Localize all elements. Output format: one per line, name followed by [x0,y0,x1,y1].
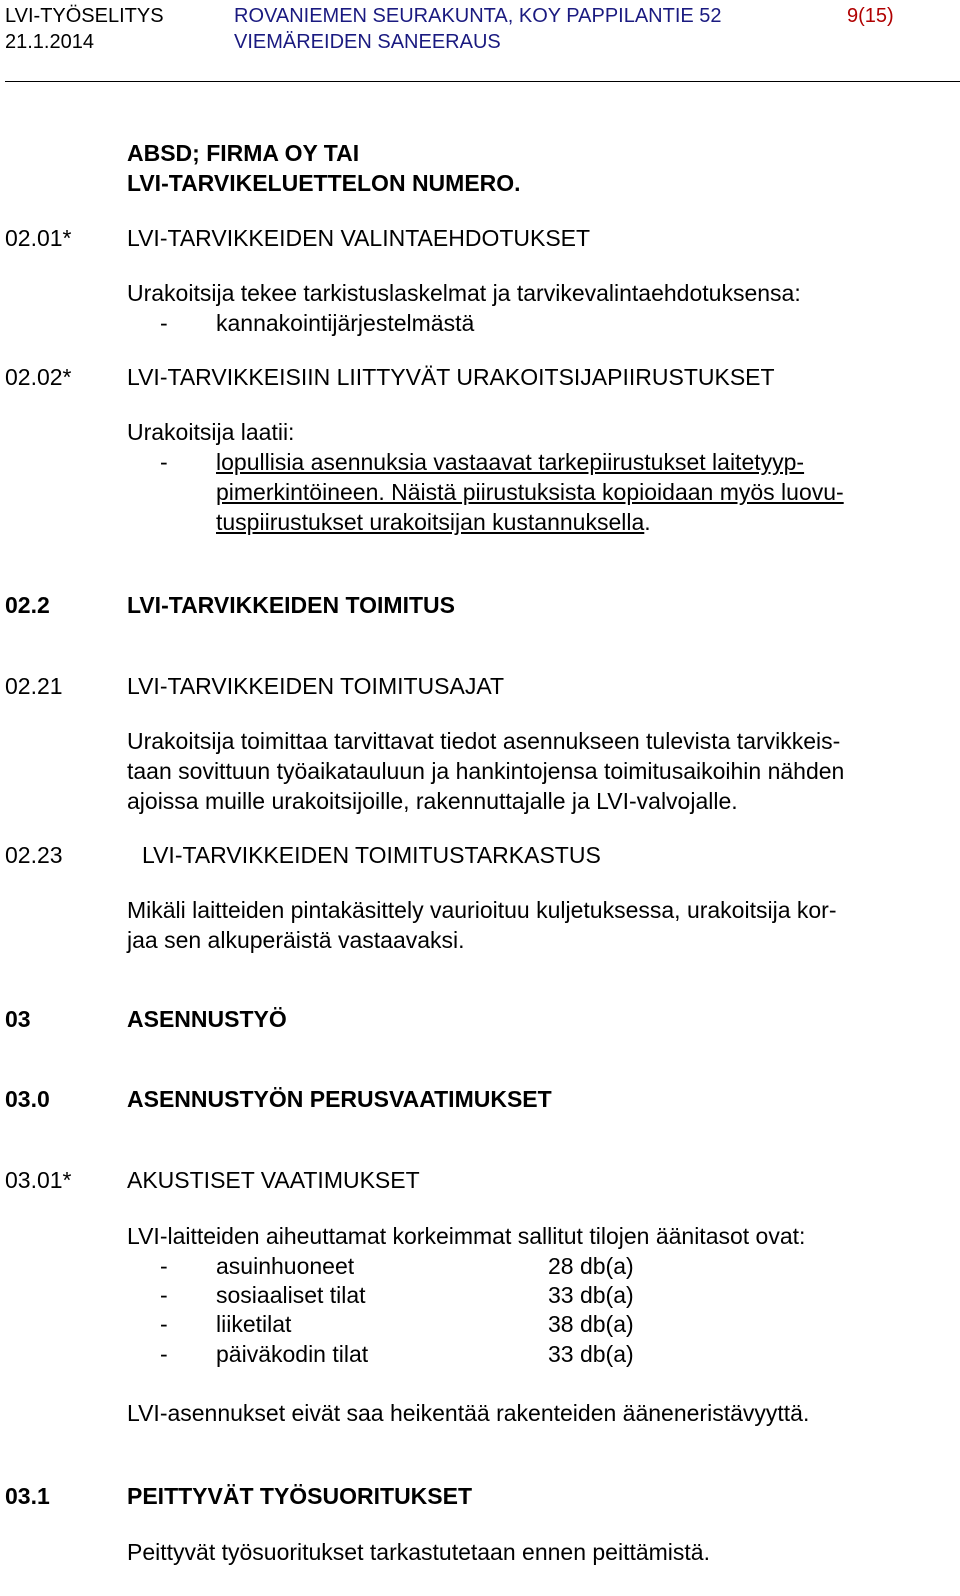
bullet-dash: - [160,310,168,336]
list-item-dash: - [160,1253,168,1279]
list-item-value: 33 db(a) [548,1341,634,1367]
section-number-0202: 02.02* [5,364,72,390]
section-number-0221: 02.21 [5,673,63,699]
section-title-031: PEITTYVÄT TYÖSUORITUKSET [127,1483,473,1509]
list-item-label: liiketilat [216,1311,292,1337]
section-number-022: 02.2 [5,592,50,618]
bullet-item-line-3: tuspiirustukset urakoitsijan kustannuksella [216,509,645,535]
section-text-0201: Urakoitsija tekee tarkistuslaskelmat ja tarvikevalintaehdotuksensa: [127,280,801,306]
section-title-0221: LVI-TARVIKKEIDEN TOIMITUSAJAT [127,673,505,699]
section-text-031: Peittyvät työsuoritukset tarkastutetaan ennen peittämistä. [127,1539,710,1565]
paragraph-line-2: jaa sen alkuperäistä vastaavaksi. [127,927,465,953]
section-title-0201: LVI-TARVIKKEIDEN VALINTAEHDOTUKSET [127,225,591,251]
section-title-0202: LVI-TARVIKKEISIIN LIITTYVÄT URAKOITSIJAPIIRUSTUKSET [127,364,775,390]
page-number: 9(15) [847,5,894,27]
intro-line-2: LVI-TARVIKELUETTELON NUMERO. [127,170,521,196]
list-item-label: päiväkodin tilat [216,1341,369,1367]
header-divider [5,81,960,82]
list-item-label: sosiaaliset tilat [216,1282,366,1308]
paragraph-line-2: taan sovittuun työaikatauluun ja hankintojensa toimitusaikoihin nähden [127,758,845,784]
list-item-value: 33 db(a) [548,1282,634,1308]
section-number-0201: 02.01* [5,225,72,251]
section-number-0223: 02.23 [5,842,63,868]
paragraph-line-1: Urakoitsija toimittaa tarvittavat tiedot asennukseen tulevista tarvikkeis- [127,728,841,754]
section-number-03: 03 [5,1006,31,1032]
paragraph-line-1: Mikäli laitteiden pintakäsittely vaurioituu kuljetuksessa, urakoitsija kor- [127,897,837,923]
section-title-030: ASENNUSTYÖN PERUSVAATIMUKSET [127,1086,552,1112]
section-title-022: LVI-TARVIKKEIDEN TOIMITUS [127,592,455,618]
bullet-item-line-2: pimerkintöineen. Näistä piirustuksista kopioidaan myös luovu- [216,479,844,505]
section-number-030: 03.0 [5,1086,50,1112]
bullet-item-line-1: lopullisia asennuksia vastaavat tarkepiirustukset laitetyyp- [216,449,805,475]
list-item-dash: - [160,1311,168,1337]
project-subtitle: VIEMÄREIDEN SANEERAUS [234,31,501,53]
list-item-value: 38 db(a) [548,1311,634,1337]
section-text-0202: Urakoitsija laatii: [127,419,295,445]
section-number-031: 03.1 [5,1483,50,1509]
intro-line-1: ABSD; FIRMA OY TAI [127,140,360,166]
list-item-dash: - [160,1341,168,1367]
list-item-dash: - [160,1282,168,1308]
list-item-value: 28 db(a) [548,1253,634,1279]
section-text-0301: LVI-laitteiden aiheuttamat korkeimmat sallitut tilojen äänitasot ovat: [127,1223,806,1249]
section-title-03: ASENNUSTYÖ [127,1006,287,1032]
section-title-0301: AKUSTISET VAATIMUKSET [127,1167,420,1193]
list-item-label: asuinhuoneet [216,1253,355,1279]
section-title-0223: LVI-TARVIKKEIDEN TOIMITUSTARKASTUS [142,842,601,868]
document-type: LVI-TYÖSELITYS [5,5,164,27]
bullet-item: kannakointijärjestelmästä [216,310,475,336]
project-name: ROVANIEMEN SEURAKUNTA, KOY PAPPILANTIE 52 [234,5,722,27]
bullet-item-end: . [644,509,651,535]
document-date: 21.1.2014 [5,31,94,53]
section-number-0301: 03.01* [5,1167,72,1193]
closing-text: LVI-asennukset eivät saa heikentää rakenteiden ääneneristävyyttä. [127,1400,810,1426]
paragraph-line-3: ajoissa muille urakoitsijoille, rakennuttajalle ja LVI-valvojalle. [127,788,738,814]
bullet-dash: - [160,449,168,475]
